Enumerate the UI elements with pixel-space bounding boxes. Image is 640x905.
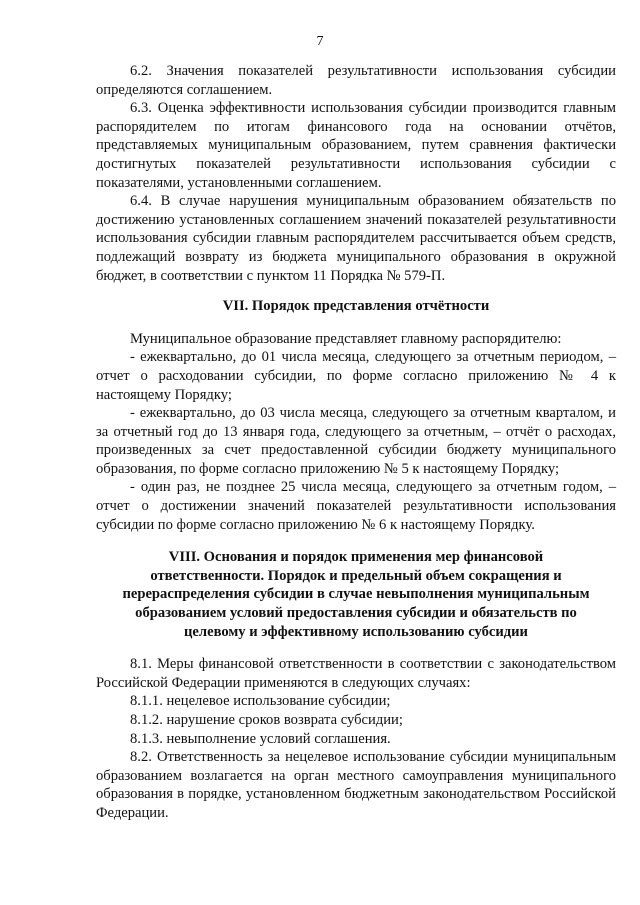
paragraph-6-2: 6.2. Значения показателей результативности использования субсидии определяются соглашением. <box>96 63 616 98</box>
section-7-item-quarterly-expenditure-report: - ежеквартально, до 03 числа месяца, следующего за отчетным кварталом, и за отчетный год до 13 января года, следующего за отчетным, – отчёт о расходах, произведенных за счет предоставленной субсидии бюджету муниципального образования, по форме согласно приложению № 5 к настоящему Порядку; <box>96 405 616 477</box>
document-body <box>96 62 616 823</box>
list-item-8-1-1: 8.1.1. нецелевое использование субсидии; <box>130 693 391 710</box>
page-number: 7 <box>316 34 324 49</box>
section-7-item-annual-results-report: - один раз, не позднее 25 числа месяца, следующего за отчетным годом, – отчет о достижении значений показателей результативности использования субсидии по форме согласно приложению № 6 к настоящему Порядку. <box>96 479 616 533</box>
section-7-intro: Муниципальное образование представляет главному распорядителю: <box>130 330 562 347</box>
section-7-item-quarterly-expense-report: - ежеквартально, до 01 числа месяца, следующего за отчетным периодом, – отчет о расходовании субсидии, по форме согласно приложению № 4 к настоящему Порядку; <box>96 349 616 403</box>
list-item-8-1-3: 8.1.3. невыполнение условий соглашения. <box>130 730 391 747</box>
paragraph-8-1: 8.1. Меры финансовой ответственности в соответствии с законодательством Российской Федерации применяются в следующих случаях: <box>96 656 616 691</box>
section-8-heading: VIII. Основания и порядок применения мер финансовой ответственности. Порядок и предельный объем сокращения и перераспределения субсидии в случае невыполнения муниципальным образованием условий предоставления субсидии и обязательств по целевому и эффективному использованию субсидии <box>122 549 590 640</box>
section-7-heading: VII. Порядок представления отчётности <box>222 298 490 315</box>
paragraph-6-4: 6.4. В случае нарушения муниципальным образованием обязательств по достижению установленных соглашением значений показателей результативности использования субсидии главным распорядителем рассчитывается объем средств, подлежащий возврату из бюджета муниципального образования в окружной бюджет, в соответствии с пунктом 11 Порядка № 579-П. <box>96 193 616 284</box>
paragraph-8-2: 8.2. Ответственность за нецелевое использование субсидии муниципальным образованием возлагается на орган местного самоуправления муниципального образования в порядке, установленном бюджетным законодательством Российской Федерации. <box>96 749 616 821</box>
paragraph-6-3: 6.3. Оценка эффективности использования субсидии производится главным распорядителем по итогам финансового года на основании отчётов, представляемых муниципальным образованием, путем сравнения фактически достигнутых показателей результативности использования субсидии с показателями, установленными соглашением. <box>96 100 616 191</box>
list-item-8-1-2: 8.1.2. нарушение сроков возврата субсидии; <box>130 712 403 728</box>
